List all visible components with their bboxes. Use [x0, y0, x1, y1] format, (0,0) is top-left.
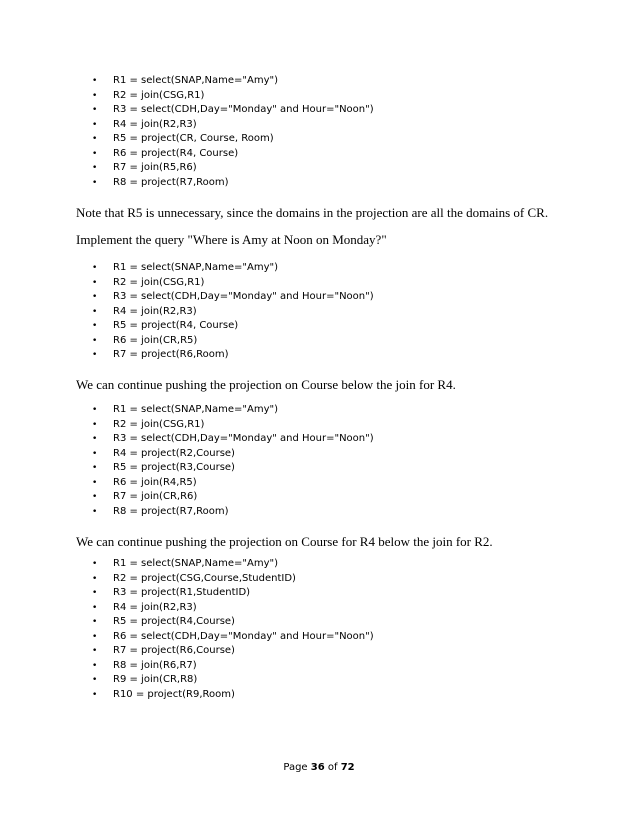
list-item-text: R7 = project(R6,Course) [113, 645, 235, 656]
list-item-text: R6 = join(CR,R5) [113, 334, 198, 346]
list-item-text: R3 = select(CDH,Day="Monday" and Hour="Noon") [113, 291, 374, 302]
bullet-icon: • [92, 689, 98, 700]
list-item-text: R7 = project(R6,Room) [113, 349, 229, 360]
bullet-icon: • [92, 177, 98, 188]
bullet-icon: • [92, 506, 98, 517]
bullet-icon: • [92, 492, 98, 502]
bullet-icon: • [92, 350, 98, 360]
list-item-text: R1 = select(SNAP,Name="Amy") [113, 558, 279, 569]
page-footer [0, 761, 638, 775]
list-item-text: R2 = join(CSG,R1) [113, 89, 205, 101]
bullet-icon: • [92, 631, 98, 642]
bullet-icon: • [92, 148, 98, 159]
list-item-text: R6 = select(CDH,Day="Monday" and Hour="Noon") [113, 630, 374, 642]
list-item-text: R1 = select(SNAP,Name="Amy") [113, 404, 279, 415]
bullet-icon: • [92, 448, 98, 459]
list-item-text: R7 = join(CR,R6) [113, 491, 198, 502]
bullet-icon: • [92, 602, 98, 613]
bullet-icon: • [92, 646, 98, 656]
list-item-text: R2 = join(CSG,R1) [113, 418, 205, 430]
bullet-icon: • [92, 588, 98, 598]
bullet-icon: • [92, 163, 98, 173]
list-item-text: R5 = project(CR, Course, Room) [113, 133, 274, 144]
list-item-text: R3 = select(CDH,Day="Monday" and Hour="Noon") [113, 433, 374, 444]
list-item-text: R8 = project(R7,Room) [113, 505, 229, 517]
list-item-text: R1 = select(SNAP,Name="Amy") [113, 75, 279, 86]
paragraph-push-projection-r4: We can continue pushing the projection on Course below the join for R4. [76, 377, 456, 392]
paragraph-push-projection-r2: We can continue pushing the projection on Course for R4 below the join for R2. [76, 534, 493, 549]
list-item-text: R5 = project(R4, Course) [113, 320, 239, 331]
bullet-icon: • [92, 434, 98, 444]
list-item-text: R7 = join(R5,R6) [113, 162, 197, 173]
bullet-icon: • [92, 477, 98, 488]
bullet-icon: • [92, 617, 98, 627]
list-item-text: R5 = project(R3,Course) [113, 462, 235, 473]
list-item-text: R8 = join(R6,R7) [113, 659, 197, 671]
list-item-text: R6 = join(R4,R5) [113, 476, 197, 488]
bullet-icon: • [92, 573, 98, 584]
bullet-icon: • [92, 559, 98, 569]
bullet-icon: • [92, 292, 98, 302]
bullet-icon: • [92, 321, 98, 331]
list-item-text: R4 = project(R2,Course) [113, 447, 235, 459]
bullet-icon: • [92, 660, 98, 671]
list-item-text: R2 = project(CSG,Course,StudentID) [113, 572, 296, 584]
list-item-text: R10 = project(R9,Room) [113, 688, 235, 700]
list-item-text: R1 = select(SNAP,Name="Amy") [113, 262, 279, 273]
page-total-number: 72 [340, 762, 355, 773]
bullet-icon: • [92, 463, 98, 473]
list-item-text: R9 = join(CR,R8) [113, 674, 198, 685]
bullet-icon: • [92, 119, 98, 130]
bullet-icon: • [92, 105, 98, 115]
bullet-icon: • [92, 306, 98, 317]
bullet-icon: • [92, 76, 98, 86]
bullet-icon: • [92, 263, 98, 273]
bullet-icon: • [92, 134, 98, 144]
list-item-text: R4 = join(R2,R3) [113, 305, 197, 317]
list-item-text: R2 = join(CSG,R1) [113, 276, 205, 288]
list-item-text: R8 = project(R7,Room) [113, 176, 229, 188]
paragraph-implement-query: Implement the query "Where is Amy at Noon on Monday?" [76, 232, 387, 247]
list-item-text: R6 = project(R4, Course) [113, 147, 239, 159]
bullet-icon: • [92, 277, 98, 288]
page-current-number: 36 [310, 762, 325, 773]
paragraph-note-r5: Note that R5 is unnecessary, since the domains in the projection are all the domains of CR. [76, 205, 549, 220]
bullet-icon: • [92, 675, 98, 685]
list-item-text: R5 = project(R4,Course) [113, 616, 235, 627]
bullet-icon: • [92, 419, 98, 430]
bullet-icon: • [92, 405, 98, 415]
page-label: Page [283, 762, 308, 773]
page-of-label: of [327, 762, 338, 773]
bullet-icon: • [92, 90, 98, 101]
list-item-text: R4 = join(R2,R3) [113, 118, 197, 130]
list-item-text: R3 = select(CDH,Day="Monday" and Hour="Noon") [113, 104, 374, 115]
bullet-icon: • [92, 335, 98, 346]
list-item-text: R4 = join(R2,R3) [113, 601, 197, 613]
list-item-text: R3 = project(R1,StudentID) [113, 587, 251, 598]
